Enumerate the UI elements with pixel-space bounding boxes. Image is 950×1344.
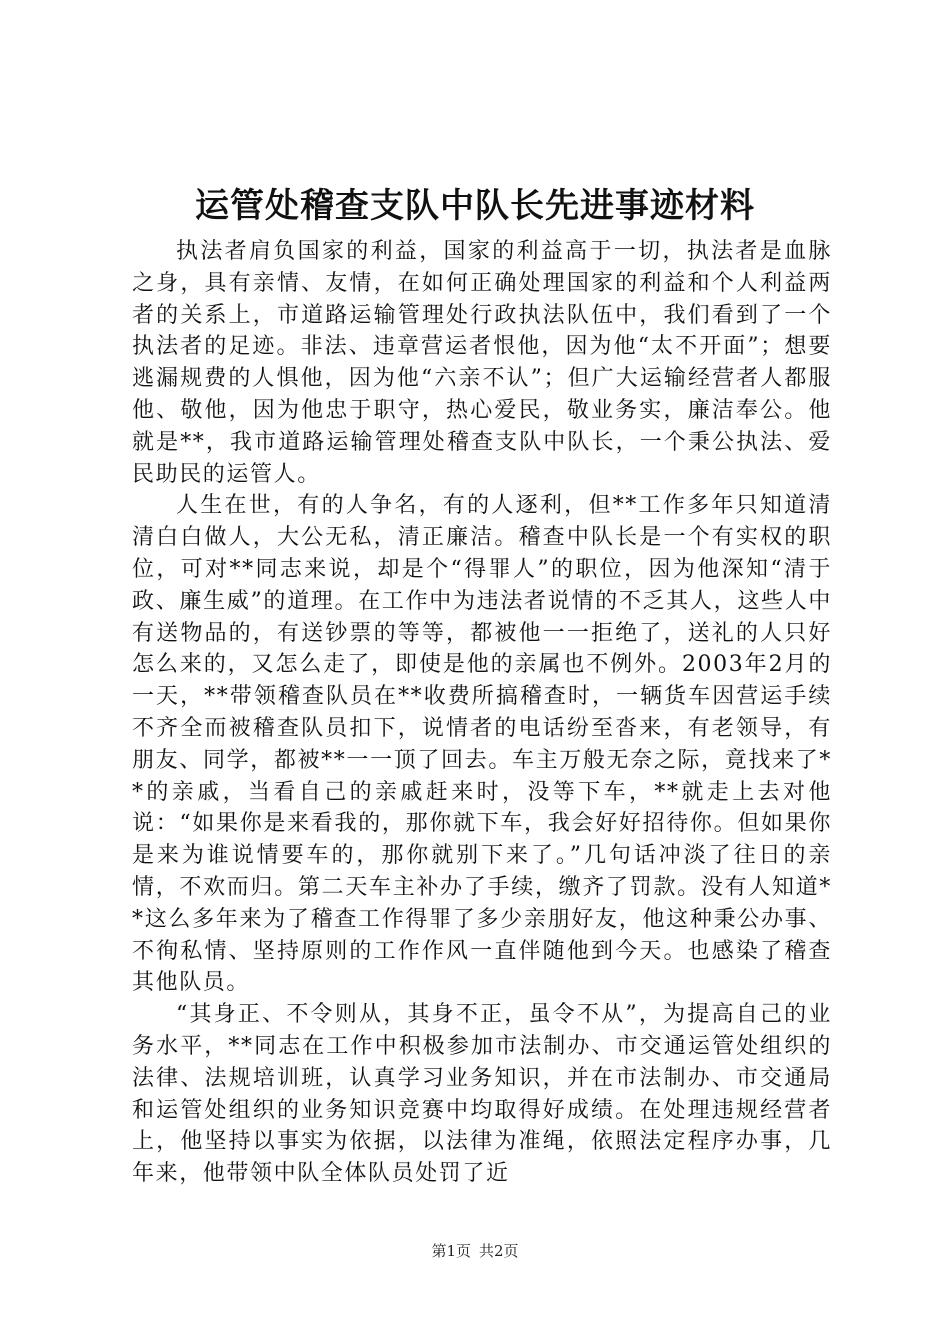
- paragraph-3: “其身正、不令则从，其身不正，虽令不从”，为提高自己的业务水平，**同志在工作中积极参加市法制办、市交通运管处组织的法律、法规培训班，认真学习业务知识，并在市法制办、市交通局和运管处组织的业务知识竞赛中均取得好成绩。在处理违规经营者上，他坚持以事实为依据，以法律为准绳，依照法定程序办事，几年来，他带领中队全体队员处罚了近: [132, 1002, 832, 1187]
- paragraph-2: 人生在世，有的人争名，有的人逐利，但**工作多年只知道清清白白做人，大公无私，清正廉洁。稽查中队长是一个有实权的职位，可对**同志来说，却是个“得罪人”的职位，因为他深知“清于政、廉生威”的道理。在工作中为违法者说情的不乏其人，这些人中有送物品的，有送钞票的等等，都被他一一拒绝了，送礼的人只好怎么来的，又怎么走了，即使是他的亲属也不例外。2003年2月的一天，**带领稽查队员在**收费所搞稽查时，一辆货车因营运手续不齐全而被稽查队员扣下，说情者的电话纷至沓来，有老领导，有朋友、同学，都被**一一顶了回去。车主万般无奈之际，竟找来了**的亲戚，当看自己的亲戚赶来时，没等下车，**就走上去对他说：“如果你是来看我的，那你就下车，我会好好招待你。但如果你是来为谁说情要车的，那你就别下来了。”几句话冲淡了往日的亲情，不欢而归。第二天车主补办了手续，缴齐了罚款。没有人知道**这么多年来为了稽查工作得罪了多少亲朋好友，他这种秉公办事、不徇私情、坚持原则的工作作风一直伴随他到今天。也感染了稽查其他队员。: [132, 493, 832, 996]
- document-body: [132, 236, 832, 1190]
- page-number: 第1页: [431, 1242, 471, 1260]
- page-total: 共2页: [479, 1242, 519, 1260]
- page-footer: [0, 1240, 950, 1262]
- document-title: 运管处稽查支队中队长先进事迹材料: [195, 186, 755, 226]
- paragraph-1: 执法者肩负国家的利益，国家的利益高于一切，执法者是血脉之身，具有亲情、友情，在如何正确处理国家的利益和个人利益两者的关系上，市道路运输管理处行政执法队伍中，我们看到了一个执法者的足迹。非法、违章营运者恨他，因为他“太不开面”；想要逃漏规费的人惧他，因为他“六亲不认”；但广大运输经营者人都服他、敬他，因为他忠于职守，热心爱民，敬业务实，廉洁奉公。他就是**，我市道路运输管理处稽查支队中队长，一个秉公执法、爱民助民的运管人。: [132, 239, 832, 487]
